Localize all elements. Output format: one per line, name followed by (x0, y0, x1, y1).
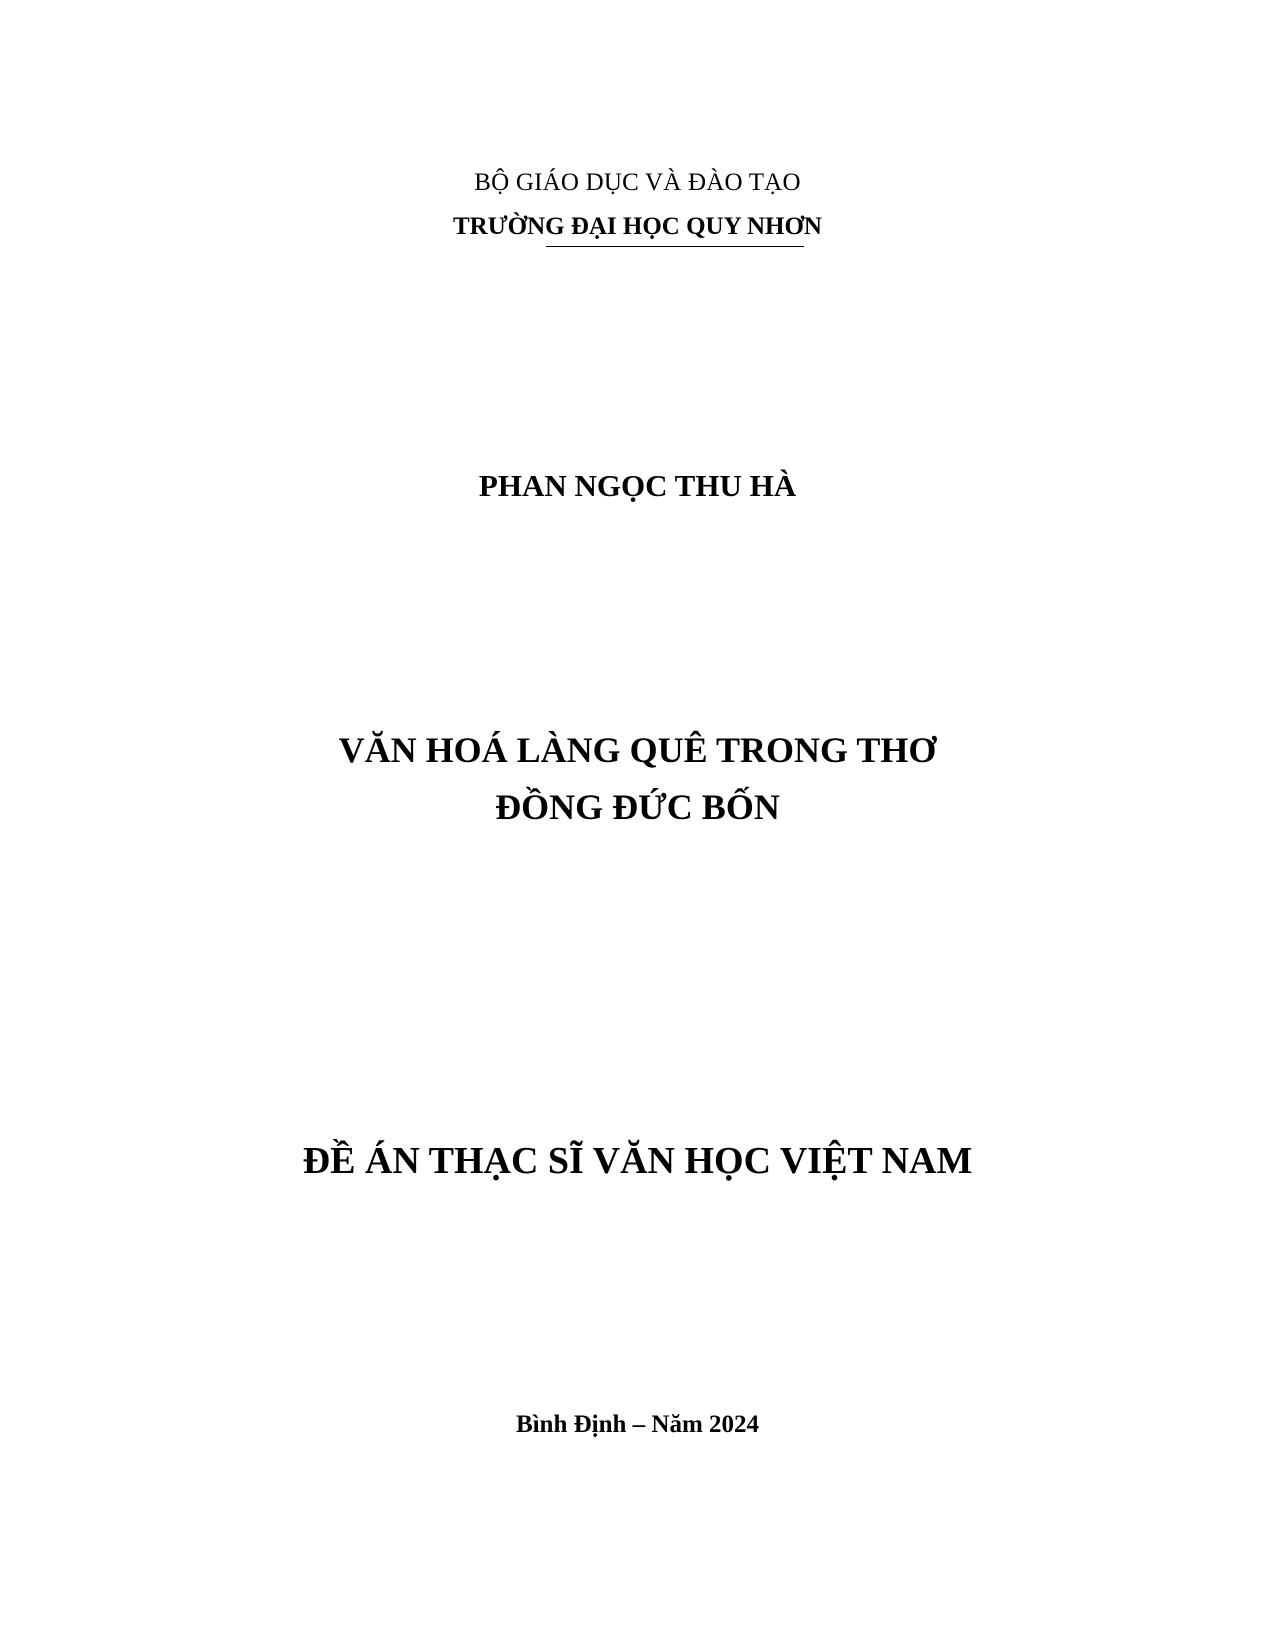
thesis-title-line-2: ĐỒNG ĐỨC BỐN (495, 787, 780, 827)
author-name: PHAN NGỌC THU HÀ (478, 468, 797, 503)
university-heading: TRƯỜNG ĐẠI HỌC QUY NHƠN (453, 213, 822, 240)
degree-heading: ĐỀ ÁN THẠC SĨ VĂN HỌC VIỆT NAM (302, 1140, 973, 1182)
thesis-title-line-1: VĂN HOÁ LÀNG QUÊ TRONG THƠ (338, 730, 937, 770)
header-divider (546, 246, 804, 247)
ministry-heading: BỘ GIÁO DỤC VÀ ĐÀO TẠO (474, 169, 801, 196)
place-and-year: Bình Định – Năm 2024 (515, 1411, 760, 1438)
